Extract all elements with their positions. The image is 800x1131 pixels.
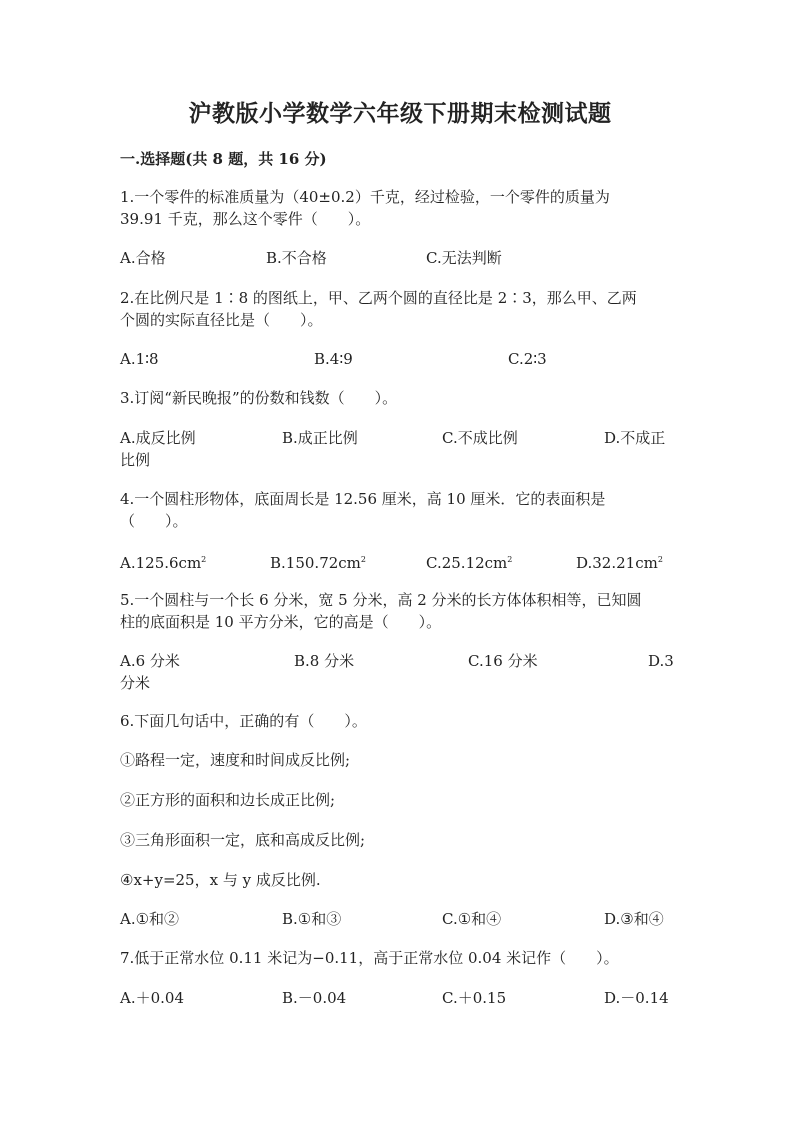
- option-b[interactable]: B.－0.04: [282, 989, 347, 1007]
- statement-4: ④x+y=25，x 与 y 成反比例.: [120, 871, 321, 889]
- question-text: 7.低于正常水位 0.11 米记为−0.11，高于正常水位 0.04 米记作（ ）。: [120, 949, 619, 967]
- question-text: 4.一个圆柱形物体，底面周长是 12.56 厘米，高 10 厘米．它的表面积是: [120, 490, 606, 508]
- option-c[interactable]: C.无法判断: [426, 249, 502, 267]
- option-a[interactable]: A.①和②: [120, 910, 180, 928]
- option-a[interactable]: A.合格: [120, 249, 166, 267]
- option-d-continued: 分米: [120, 674, 151, 692]
- unit-superscript: 2: [657, 555, 663, 564]
- option-d[interactable]: D.不成正: [604, 429, 666, 447]
- question-text: 个圆的实际直径比是（ ）。: [120, 311, 323, 329]
- option-d[interactable]: D.－0.14: [604, 989, 669, 1007]
- question-text: （ ）。: [120, 512, 188, 530]
- question-5: [120, 589, 680, 633]
- question-text: 6.下面几句话中，正确的有（ ）。: [120, 712, 367, 730]
- question-4: [120, 488, 680, 532]
- section-heading: 一.选择题(共 8 题，共 16 分): [120, 150, 327, 168]
- question-text: 5.一个圆柱与一个长 6 分米，宽 5 分米，高 2 分米的长方体体积相等，已知圆: [120, 591, 642, 609]
- unit-superscript: 2: [360, 555, 366, 564]
- option-text: D.32.21cm: [576, 554, 658, 572]
- option-c[interactable]: C.2∶3: [508, 350, 547, 368]
- question-text: 2.在比例尺是 1∶8 的图纸上，甲、乙两个圆的直径比是 2∶3，那么甲、乙两: [120, 289, 637, 307]
- option-d[interactable]: D.3: [648, 652, 674, 670]
- option-a[interactable]: [120, 549, 206, 574]
- question-7: [120, 947, 680, 969]
- question-text: 柱的底面积是 10 平方分米，它的高是（ ）。: [120, 613, 442, 631]
- question-text: 39.91 千克，那么这个零件（ ）。: [120, 210, 371, 228]
- question-text: 1.一个零件的标准质量为（40±0.2）千克，经过检验，一个零件的质量为: [120, 188, 610, 206]
- option-b[interactable]: B.成正比例: [282, 429, 358, 447]
- option-d-continued: 比例: [120, 451, 151, 469]
- option-b[interactable]: B.不合格: [266, 249, 327, 267]
- option-a[interactable]: A.6 分米: [120, 652, 180, 670]
- option-b[interactable]: B.4∶9: [314, 350, 353, 368]
- option-a[interactable]: A.＋0.04: [120, 989, 184, 1007]
- statement-1: ①路程一定，速度和时间成反比例;: [120, 751, 351, 769]
- option-text: B.150.72cm: [270, 554, 361, 572]
- option-c[interactable]: C.不成比例: [442, 429, 518, 447]
- option-a[interactable]: A.成反比例: [120, 429, 196, 447]
- question-6: [120, 710, 680, 732]
- option-b[interactable]: B.①和③: [282, 910, 342, 928]
- option-b[interactable]: B.8 分米: [294, 652, 355, 670]
- unit-superscript: 2: [507, 555, 513, 564]
- option-c[interactable]: C.①和④: [442, 910, 502, 928]
- option-c[interactable]: [426, 549, 512, 574]
- option-c[interactable]: C.＋0.15: [442, 989, 507, 1007]
- option-a[interactable]: A.1∶8: [120, 350, 159, 368]
- statement-3: ③三角形面积一定，底和高成反比例;: [120, 831, 366, 849]
- page-title: 沪教版小学数学六年级下册期末检测试题: [188, 100, 612, 127]
- option-text: A.125.6cm: [120, 554, 202, 572]
- statement-2: ②正方形的面积和边长成正比例;: [120, 791, 336, 809]
- option-d[interactable]: [576, 549, 663, 574]
- option-text: C.25.12cm: [426, 554, 508, 572]
- question-text: 3.订阅“新民晚报”的份数和钱数（ ）。: [120, 389, 398, 407]
- question-3: [120, 387, 680, 409]
- question-2: [120, 287, 680, 331]
- option-d[interactable]: D.③和④: [604, 910, 664, 928]
- option-b[interactable]: [270, 549, 366, 574]
- unit-superscript: 2: [201, 555, 207, 564]
- question-1: [120, 186, 680, 230]
- option-c[interactable]: C.16 分米: [468, 652, 538, 670]
